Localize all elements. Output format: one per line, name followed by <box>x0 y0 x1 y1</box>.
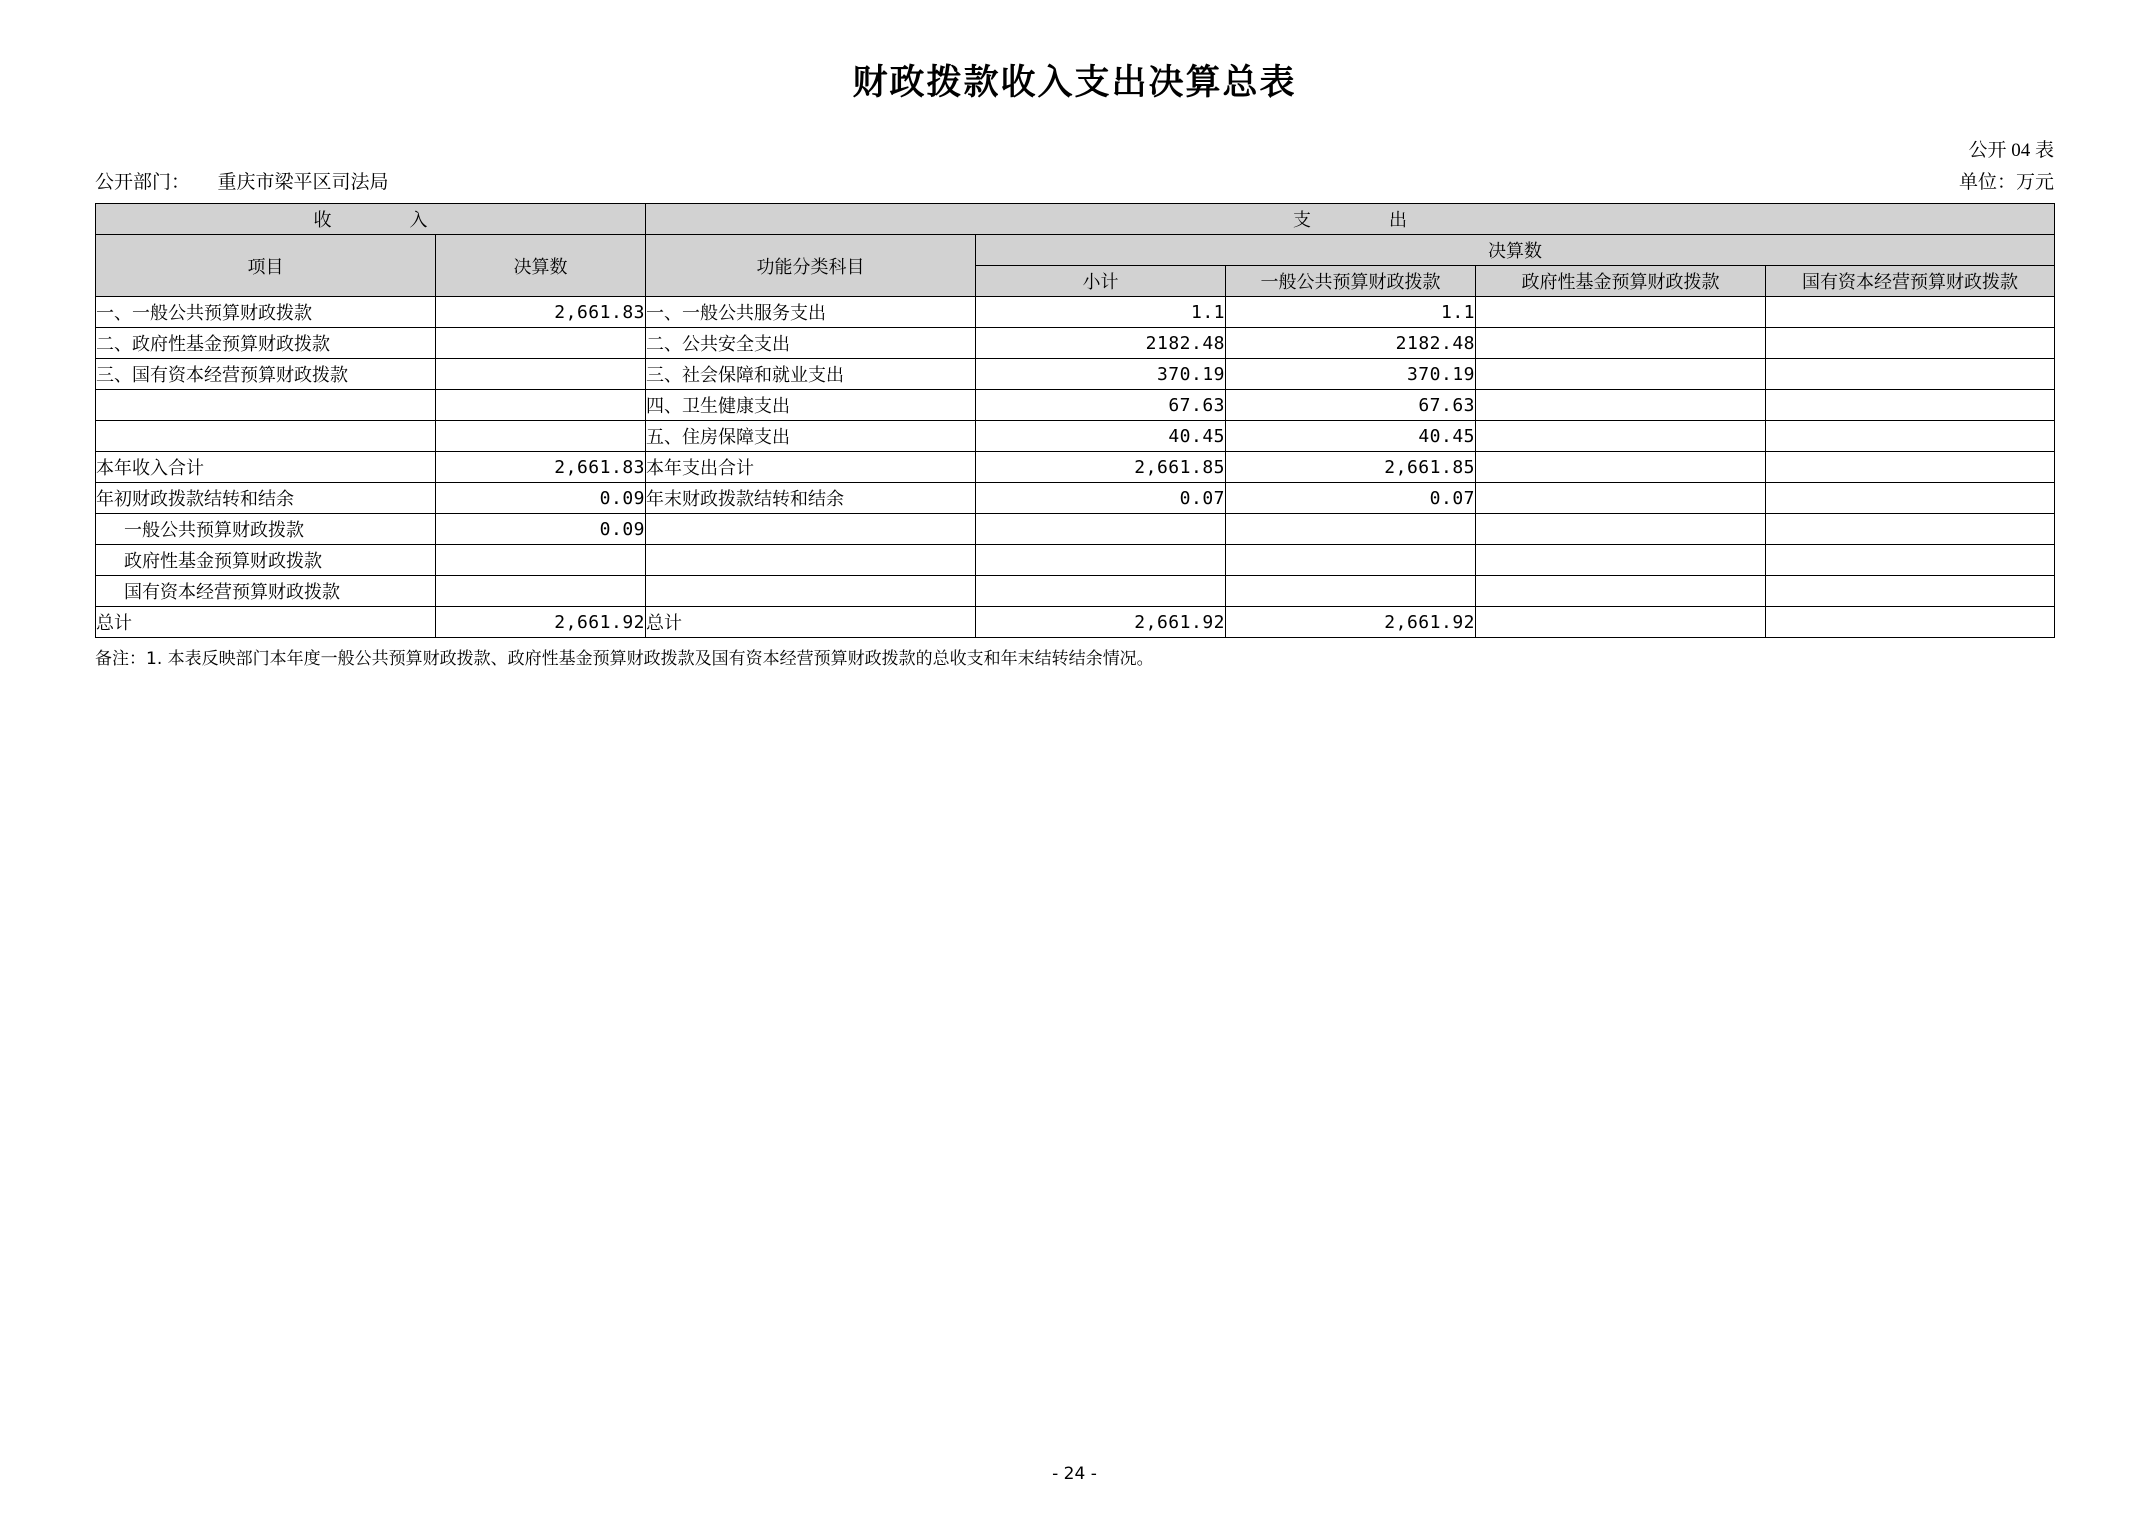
expense-gov-fund <box>1476 576 1766 607</box>
expense-gov-fund <box>1476 359 1766 390</box>
expense-amount-group-header: 决算数 <box>976 235 2055 266</box>
expense-general-public: 370.19 <box>1226 359 1476 390</box>
expense-category-label <box>646 576 976 607</box>
table-row <box>96 421 2055 452</box>
income-item-label <box>96 421 436 452</box>
income-item-header: 项目 <box>96 235 436 297</box>
expense-subtotal: 2182.48 <box>976 328 1226 359</box>
income-item-label: 国有资本经营预算财政拨款 <box>96 576 436 607</box>
expense-state-capital <box>1766 483 2055 514</box>
expense-general-public <box>1226 576 1476 607</box>
unit-label: 单位：万元 <box>1958 172 2054 193</box>
expense-subtotal: 1.1 <box>976 297 1226 328</box>
expense-gov-fund-header: 政府性基金预算财政拨款 <box>1476 266 1766 297</box>
expense-gov-fund <box>1476 514 1766 545</box>
expense-general-public-header: 一般公共预算财政拨款 <box>1226 266 1476 297</box>
income-item-amount: 2,661.92 <box>436 607 646 638</box>
expense-subtotal <box>976 545 1226 576</box>
expense-subtotal: 0.07 <box>976 483 1226 514</box>
income-item-label: 总计 <box>96 607 436 638</box>
expense-category-label <box>646 514 976 545</box>
income-item-label: 本年收入合计 <box>96 452 436 483</box>
income-item-label: 三、国有资本经营预算财政拨款 <box>96 359 436 390</box>
table-body <box>96 297 2055 638</box>
expense-state-capital <box>1766 514 2055 545</box>
expense-category-label: 总计 <box>646 607 976 638</box>
expense-gov-fund <box>1476 545 1766 576</box>
department-label: 公开部门： <box>95 172 191 193</box>
expense-state-capital <box>1766 328 2055 359</box>
table-row <box>96 545 2055 576</box>
expense-state-capital <box>1766 545 2055 576</box>
expense-subtotal <box>976 514 1226 545</box>
expense-state-capital <box>1766 297 2055 328</box>
income-amount-header: 决算数 <box>436 235 646 297</box>
expense-category-label: 四、卫生健康支出 <box>646 390 976 421</box>
page-number: - 24 - <box>1052 1464 1097 1484</box>
table-row <box>96 514 2055 545</box>
expense-general-public: 2182.48 <box>1226 328 1476 359</box>
table-row <box>96 576 2055 607</box>
income-item-amount <box>436 328 646 359</box>
expense-general-public: 40.45 <box>1226 421 1476 452</box>
department-line <box>95 167 389 194</box>
income-item-label: 政府性基金预算财政拨款 <box>96 545 436 576</box>
expense-category-label: 五、住房保障支出 <box>646 421 976 452</box>
table-row <box>96 297 2055 328</box>
form-number: 公开 04 表 <box>1968 140 2054 161</box>
income-item-label: 二、政府性基金预算财政拨款 <box>96 328 436 359</box>
table-row <box>96 328 2055 359</box>
expense-subtotal: 370.19 <box>976 359 1226 390</box>
expense-subtotal-header: 小计 <box>976 266 1226 297</box>
table-row-total-year <box>96 452 2055 483</box>
expense-category-label: 三、社会保障和就业支出 <box>646 359 976 390</box>
department-row <box>95 167 2054 197</box>
expense-general-public: 0.07 <box>1226 483 1476 514</box>
expense-general-public <box>1226 545 1476 576</box>
expense-category-label <box>646 545 976 576</box>
expense-gov-fund <box>1476 390 1766 421</box>
table-note: 备注：1. 本表反映部门本年度一般公共预算财政拨款、政府性基金预算财政拨款及国有资本经营预算财政拨款的总收支和年末结转结余情况。 <box>95 649 1154 669</box>
income-item-amount: 2,661.83 <box>436 297 646 328</box>
expense-gov-fund <box>1476 452 1766 483</box>
expense-group-header: 支 出 <box>646 204 2055 235</box>
expense-category-label: 二、公共安全支出 <box>646 328 976 359</box>
expense-subtotal <box>976 576 1226 607</box>
table-row <box>96 390 2055 421</box>
expense-subtotal: 40.45 <box>976 421 1226 452</box>
expense-general-public: 2,661.92 <box>1226 607 1476 638</box>
income-item-amount <box>436 359 646 390</box>
income-group-header: 收 入 <box>96 204 646 235</box>
expense-subtotal: 2,661.85 <box>976 452 1226 483</box>
income-item-amount: 2,661.83 <box>436 452 646 483</box>
expense-gov-fund <box>1476 328 1766 359</box>
expense-subtotal: 67.63 <box>976 390 1226 421</box>
expense-gov-fund <box>1476 297 1766 328</box>
expense-category-label: 本年支出合计 <box>646 452 976 483</box>
expense-gov-fund <box>1476 483 1766 514</box>
expense-general-public: 1.1 <box>1226 297 1476 328</box>
department-name: 重庆市梁平区司法局 <box>217 172 389 193</box>
expense-state-capital <box>1766 359 2055 390</box>
expense-state-capital <box>1766 421 2055 452</box>
expense-category-label: 一、一般公共服务支出 <box>646 297 976 328</box>
expense-state-capital <box>1766 452 2055 483</box>
income-item-amount: 0.09 <box>436 514 646 545</box>
expense-state-capital <box>1766 607 2055 638</box>
income-item-amount <box>436 390 646 421</box>
form-number-row <box>95 135 2054 165</box>
income-item-label: 年初财政拨款结转和结余 <box>96 483 436 514</box>
page-title: 财政拨款收入支出决算总表 <box>852 63 1297 103</box>
table-header-group-row <box>96 204 2055 235</box>
budget-table <box>95 203 2055 638</box>
income-item-amount <box>436 421 646 452</box>
expense-general-public: 2,661.85 <box>1226 452 1476 483</box>
expense-general-public: 67.63 <box>1226 390 1476 421</box>
income-item-label: 一般公共预算财政拨款 <box>96 514 436 545</box>
income-item-label <box>96 390 436 421</box>
income-item-label: 一、一般公共预算财政拨款 <box>96 297 436 328</box>
income-item-amount: 0.09 <box>436 483 646 514</box>
expense-gov-fund <box>1476 421 1766 452</box>
expense-category-label: 年末财政拨款结转和结余 <box>646 483 976 514</box>
table-row <box>96 359 2055 390</box>
income-item-amount <box>436 545 646 576</box>
table-row-grand-total <box>96 607 2055 638</box>
expense-state-capital <box>1766 576 2055 607</box>
table-header-row-1 <box>96 235 2055 266</box>
expense-category-header: 功能分类科目 <box>646 235 976 297</box>
table-row <box>96 483 2055 514</box>
expense-state-capital <box>1766 390 2055 421</box>
expense-general-public <box>1226 514 1476 545</box>
income-item-amount <box>436 576 646 607</box>
expense-state-capital-header: 国有资本经营预算财政拨款 <box>1766 266 2055 297</box>
expense-gov-fund <box>1476 607 1766 638</box>
expense-subtotal: 2,661.92 <box>976 607 1226 638</box>
